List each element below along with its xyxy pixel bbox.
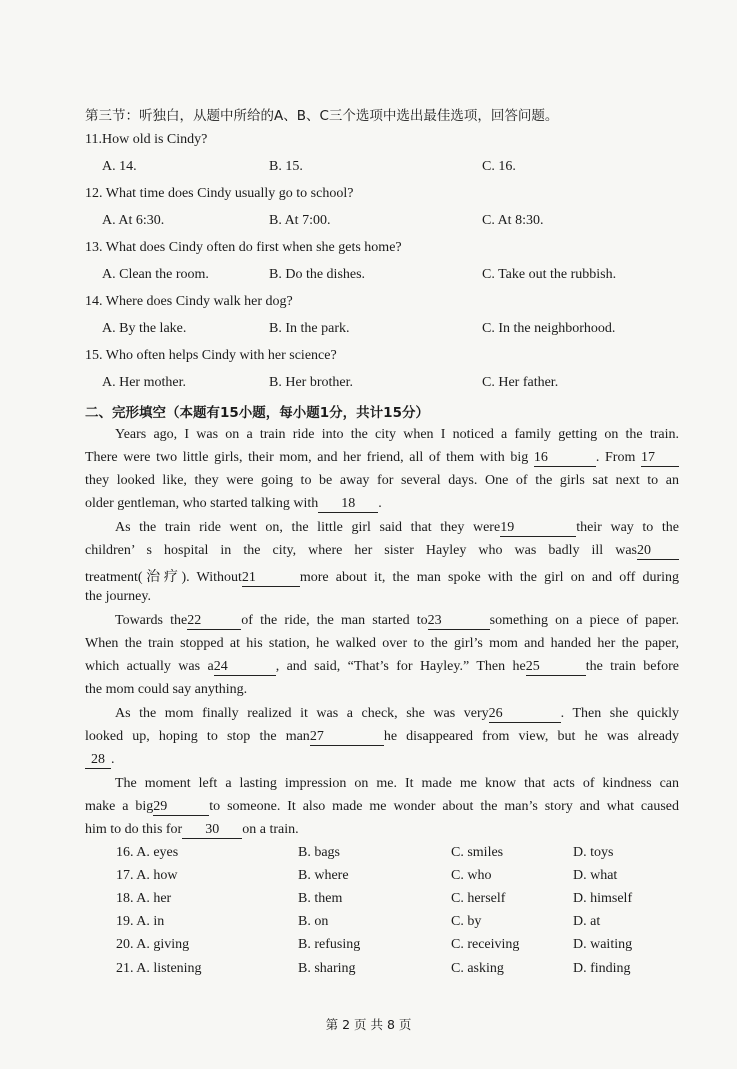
q12-option-b: B. At 7:00. [269,213,331,228]
option-16-c: C. smiles [451,845,504,860]
option-20-d: D. waiting [573,937,633,952]
option-16-b: B. bags [298,845,340,860]
option-21-a: 21. A. listening [116,961,202,976]
blank-23: 23 [428,613,490,630]
option-17-b: B. where [298,868,349,883]
q11-option-a: A. 14. [102,159,137,174]
text-segment: which actually was a [85,659,214,674]
option-19-c: C. by [451,914,482,929]
q13-option-b: B. Do the dishes. [269,267,366,282]
p1-line3: they looked like, they were going to be away for several days. One of the girls sat next to an [85,473,679,488]
q12-option-c: C. At 8:30. [482,213,544,228]
text-segment: on a train. [242,822,299,837]
p1-line4 [85,496,382,513]
blank-17: 17 [641,450,679,467]
blank-30: 30 [182,822,242,839]
text-segment: There were two little girls, their mom, and her friend, all of them with big [85,450,529,465]
option-18-b: B. them [298,891,343,906]
option-20-a: 20. A. giving [116,937,190,952]
question-12: 12. What time does Cindy usually go to school? [85,186,354,201]
p4-line1 [115,706,679,723]
p1-line2 [85,450,679,467]
text-segment: something on a piece of paper. [489,613,679,628]
text-segment: . Then she quickly [560,706,679,721]
q12-option-a: A. At 6:30. [102,213,165,228]
p1-line1: Years ago, I was on a train ride into the city when I noticed a family getting on the train. [115,427,679,442]
blank-16: 16 [534,450,596,467]
option-18-a: 18. A. her [116,891,172,906]
q15-option-c: C. Her father. [482,375,559,390]
option-18-c: C. herself [451,891,506,906]
text-segment: treatment(治疗). Without [85,570,242,585]
blank-25: 25 [526,659,586,676]
option-21-c: C. asking [451,961,504,976]
p2-line3 [85,566,679,587]
text-segment: to someone. It also made me wonder about the man’s story and what caused [209,799,680,814]
question-13: 13. What does Cindy often do first when she gets home? [85,240,402,255]
question-14: 14. Where does Cindy walk her dog? [85,294,293,309]
q14-option-b: B. In the park. [269,321,350,336]
text-segment: make a big [85,799,154,814]
blank-20: 20 [637,543,679,560]
text-segment: , and said, “That’s for Hayley.” Then he [275,659,526,674]
option-17-a: 17. A. how [116,868,178,883]
text-segment: . [378,496,382,511]
blank-27: 27 [310,729,384,746]
option-18-d: D. himself [573,891,633,906]
text-segment: As the train ride went on, the little girl said that they were [115,520,501,535]
option-20-b: B. refusing [298,937,361,952]
p2-line1 [115,520,679,537]
part2-heading: 二、完形填空（本题有15小题，每小题1分，共计15分） [85,405,429,421]
text-segment: he disappeared from view, but he was already [383,729,679,744]
q14-option-a: A. By the lake. [102,321,187,336]
text-segment: Towards the [115,613,188,628]
p5-line2 [85,799,679,816]
question-11: 11.How old is Cindy? [85,132,208,147]
text-segment: him to do this for [85,822,183,837]
question-15: 15. Who often helps Cindy with her science? [85,348,337,363]
p3-line4: the mom could say anything. [85,682,248,697]
q11-option-b: B. 15. [269,159,303,174]
p5-line3 [85,822,299,839]
blank-22: 22 [187,613,241,630]
option-17-d: D. what [573,868,618,883]
text-segment: looked up, hoping to stop the man [85,729,310,744]
q11-option-c: C. 16. [482,159,516,174]
option-16-d: D. toys [573,845,614,860]
p2-line2 [85,543,679,560]
page-footer: 第 2 页 共 8 页 [325,1017,412,1032]
text-segment: . From [595,450,636,465]
text-segment: of the ride, the man started to [241,613,428,628]
q15-option-a: A. Her mother. [102,375,186,390]
option-21-d: D. finding [573,961,631,976]
option-17-c: C. who [451,868,492,883]
p5-line1: The moment left a lasting impression on me. It made me know that acts of kindness can [115,776,679,791]
section3-heading: 第三节：听独白，从题中所给的A、B、C三个选项中选出最佳选项，回答问题。 [85,108,559,124]
text-segment: . [111,752,115,767]
text-segment: older gentleman, who started talking with [85,496,319,511]
blank-29: 29 [153,799,209,816]
text-segment: As the mom finally realized it was a check, she was very [115,706,489,721]
blank-18: 18 [318,496,378,513]
text-segment: their way to the [576,520,679,535]
q13-option-a: A. Clean the room. [102,267,209,282]
p3-line1 [115,613,679,630]
text-segment: more about it, the man spoke with the girl on and off during [299,570,679,585]
option-19-b: B. on [298,914,329,929]
blank-21: 21 [242,570,300,587]
option-16-a: 16. A. eyes [116,845,179,860]
option-21-b: B. sharing [298,961,356,976]
blank-19: 19 [500,520,576,537]
blank-24: 24 [214,659,276,676]
text-segment: children’ s hospital in the city, where her sister Hayley who was badly ill was [85,543,637,558]
q13-option-c: C. Take out the rubbish. [482,267,617,282]
option-19-d: D. at [573,914,601,929]
p4-line3 [85,752,115,769]
text-segment: the train before [585,659,679,674]
blank-26: 26 [489,706,561,723]
p2-line4: the journey. [85,589,151,604]
blank-28: 28 [85,752,111,769]
p4-line2 [85,729,679,746]
p3-line2: When the train stopped at his station, he walked over to the girl’s mom and handed her the paper, [85,636,679,651]
option-20-c: C. receiving [451,937,520,952]
q15-option-b: B. Her brother. [269,375,353,390]
option-19-a: 19. A. in [116,914,165,929]
q14-option-c: C. In the neighborhood. [482,321,616,336]
p3-line3 [85,659,679,676]
